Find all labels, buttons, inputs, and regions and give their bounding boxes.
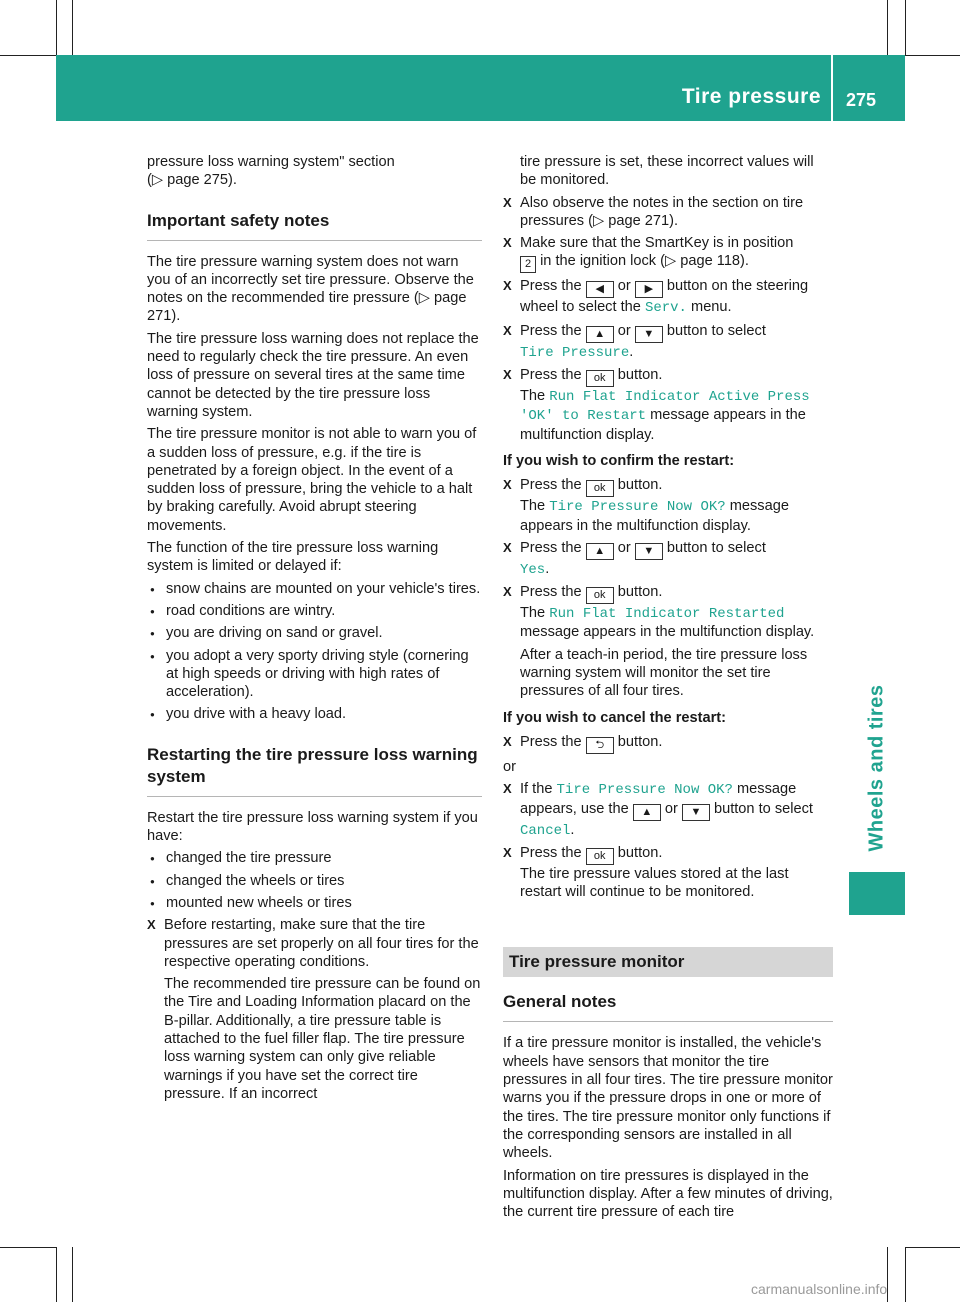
right-arrow-key-icon: ▶	[635, 281, 663, 298]
crop-mark	[887, 0, 888, 55]
watermark: carmanualsonline.info	[751, 1281, 888, 1297]
side-tab-label: Wheels and tires	[865, 684, 888, 852]
subheading-confirm: If you wish to confirm the restart:	[503, 452, 735, 469]
list-item: ● road conditions are wintry.	[147, 602, 482, 620]
instruction-step: X Press the ok button. The Run Flat Indicator Active Press 'OK' to Restart message appears in the multifunction display.	[503, 366, 833, 444]
section-box-tire-pressure-monitor: Tire pressure monitor	[503, 947, 833, 977]
page-title: Tire pressure	[681, 85, 821, 108]
instruction-step: X Press the ▲ or ▼ button to select Yes.	[503, 539, 833, 579]
crop-mark	[905, 55, 960, 56]
list-item: ● you adopt a very sporty driving style (cornering at high speeds or driving with high rates of acceleration).	[147, 647, 482, 702]
down-arrow-key-icon: ▼	[635, 543, 663, 560]
page-header	[56, 55, 905, 121]
list-item: ● snow chains are mounted on your vehicle's tires.	[147, 580, 482, 598]
left-column	[147, 153, 482, 1107]
display-message: Run Flat Indicator Restarted	[549, 606, 785, 623]
crop-mark	[56, 1247, 57, 1302]
up-arrow-key-icon: ▲	[586, 543, 614, 560]
left-arrow-key-icon: ◀	[586, 281, 614, 298]
step-note: After a teach-in period, the tire pressure loss warning system will monitor the set tire pressures of all four tires.	[520, 646, 808, 700]
paragraph: If a tire pressure monitor is installed, the vehicle's wheels have sensors that monitor the tire pressures in all four tires. The tire pressure monitor warns you if the pressure drops in one or more of the tires. The tire pressure monitor only functions if the corresponding sensors are installed in all wheels.	[503, 1035, 833, 1162]
menu-yes: Yes	[520, 561, 546, 578]
paragraph: The tire pressure warning system does not warn you of an incorrectly set tire pressure. Observe the notes on the recommended tire pressure (▷ page 271).	[147, 253, 474, 325]
crop-mark	[72, 0, 73, 55]
instruction-step: X Press the ◀ or ▶ button on the steering wheel to select the Serv. menu.	[503, 277, 833, 317]
menu-cancel: Cancel	[520, 822, 571, 839]
heading-restarting: Restarting the tire pressure loss warning system	[147, 744, 482, 797]
crop-mark	[56, 0, 57, 55]
menu-serv: Serv.	[644, 300, 687, 317]
crop-mark	[905, 1247, 960, 1248]
back-key-icon: ⮌	[586, 737, 614, 754]
subheading-cancel: If you wish to cancel the restart:	[503, 709, 727, 726]
crop-mark	[905, 1247, 906, 1302]
ok-key-icon: ok	[586, 370, 614, 387]
heading-general-notes: General notes	[503, 991, 833, 1022]
instruction-step: X If the Tire Pressure Now OK? message appears, use the ▲ or ▼ button to select Cancel.	[503, 780, 833, 840]
down-arrow-key-icon: ▼	[635, 326, 663, 343]
display-message: Tire Pressure Now OK?	[556, 782, 733, 799]
heading-important-safety: Important safety notes	[147, 210, 482, 241]
ok-key-icon: ok	[586, 587, 614, 604]
crop-mark	[905, 0, 906, 55]
up-arrow-key-icon: ▲	[633, 804, 661, 821]
instruction-step: X Make sure that the SmartKey is in position 2 in the ignition lock (▷ page 118).	[503, 234, 833, 273]
ok-key-icon: ok	[586, 480, 614, 497]
list-item: ● you are driving on sand or gravel.	[147, 624, 482, 642]
crop-mark	[72, 1247, 73, 1302]
header-divider	[831, 55, 833, 121]
page-number: 275	[846, 90, 877, 110]
list-item: ● changed the wheels or tires	[147, 872, 482, 890]
instruction-step: X Press the ▲ or ▼ button to select Tire Pressure.	[503, 322, 833, 362]
list-item: ● mounted new wheels or tires	[147, 894, 482, 912]
paragraph: The function of the tire pressure loss warning system is limited or delayed if:	[147, 540, 439, 575]
menu-tire-pressure: Tire Pressure	[520, 344, 630, 361]
side-tab	[849, 660, 905, 915]
list-item: ● changed the tire pressure	[147, 849, 482, 867]
key-position-2-icon: 2	[520, 256, 536, 273]
down-arrow-key-icon: ▼	[682, 804, 710, 821]
paragraph: Restart the tire pressure loss warning system if you have:	[147, 809, 478, 845]
instruction-step: X Before restarting, make sure that the tire pressures are set properly on all four tires for the respective operating conditions.	[147, 916, 482, 971]
or-separator: or	[503, 758, 516, 775]
continuation-text: tire pressure is set, these incorrect values will be monitored.	[520, 154, 814, 189]
step-note: The recommended tire pressure can be found on the Tire and Loading Information placard on the B-pillar. Additionally, a tire pressure table is attached to the fuel filler flap. The tire pressure loss warning system can only give reliable warnings if you have set the correct tire pressure. If an incorrect	[164, 976, 481, 1102]
instruction-step: X Press the ok button. The Run Flat Indicator Restarted message appears in the multifunction display.	[503, 583, 833, 642]
list-item: ● you drive with a heavy load.	[147, 705, 482, 723]
crop-mark	[0, 1247, 56, 1248]
display-message: Run Flat Indicator Active Press 'OK' to Restart	[520, 389, 810, 425]
paragraph: Information on tire pressures is displayed in the multifunction display. After a few minutes of driving, the current tire pressure of each tire	[503, 1167, 833, 1221]
side-tab-marker	[849, 872, 905, 915]
instruction-step: X Also observe the notes in the section on tire pressures (▷ page 271).	[503, 194, 833, 231]
ok-key-icon: ok	[586, 848, 614, 865]
display-message: Tire Pressure Now OK?	[549, 499, 726, 516]
instruction-step: X Press the ok button. The tire pressure values stored at the last restart will continue to be monitored.	[503, 844, 833, 902]
crop-mark	[0, 55, 56, 56]
up-arrow-key-icon: ▲	[586, 326, 614, 343]
intro-text: pressure loss warning system" section (▷ page 275).	[147, 154, 395, 189]
right-column	[503, 153, 833, 1225]
instruction-step: X Press the ⮌ button.	[503, 733, 833, 754]
paragraph: The tire pressure monitor is not able to warn you of a sudden loss of pressure, e.g. if the tire is penetrated by a foreign object. In the event of a sudden loss of pressure, bring the vehicle to a halt by braking carefully. Avoid abrupt steering movements.	[147, 426, 477, 534]
paragraph: The tire pressure loss warning does not replace the need to regularly check the tire pressure. An even loss of pressure on several tires at the same time cannot be detected by the tire pressure loss warning system.	[147, 330, 479, 420]
instruction-step: X Press the ok button. The Tire Pressure Now OK? message appears in the multifunction display.	[503, 476, 833, 535]
